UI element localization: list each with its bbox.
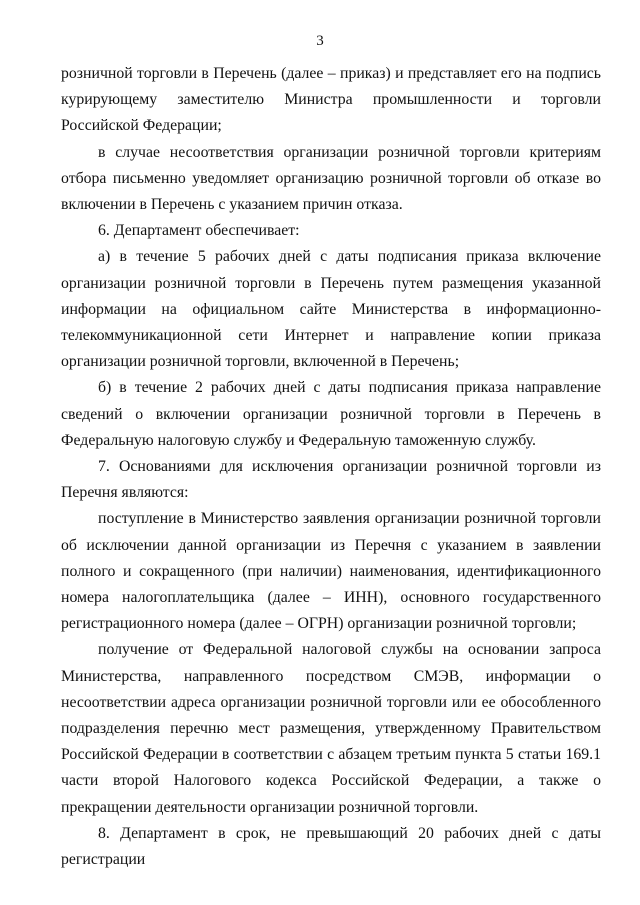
paragraph-item-6: 6. Департамент обеспечивает: [98,222,300,240]
paragraph-refusal-notice: в случае несоответствия организации розничной торговли критериям отбора письменно уведомляет организацию розничной торговли об отказе во включении в Перечень с указанием причин отказа. [61,143,601,214]
paragraph-item-6a: а) в течение 5 рабочих дней с даты подписания приказа включение организации розничной торговли в Перечень путем размещения указанной информации на официальном сайте Министерства в информационно-телекоммуникационной сети Интернет и направление копии приказа организации розничной торговли, включенной в Перечень; [61,248,601,371]
page-number: 3 [316,33,324,49]
paragraph-item-6b: б) в течение 2 рабочих дней с даты подписания приказа направление сведений о включении организации розничной торговли в Перечень в Федеральную налоговую службу и Федеральную таможенную службу. [61,379,601,449]
paragraph-item-7: 7. Основаниями для исключения организации розничной торговли из Перечня являются: [61,458,601,502]
paragraph-exclusion-application: поступление в Министерство заявления организации розничной торговли об исключении данной организации из Перечня с указанием в заявлении полного и сокращенного (при наличии) наименования, идентификационного номера налогоплательщика (далее – ИНН), основного государственного регистрационного номера (далее – ОГРН) организации розничной торговли; [61,510,601,633]
paragraph-item-8: 8. Департамент в срок, не превышающий 20 рабочих дней с даты регистрации [61,824,601,869]
document-body [61,61,601,873]
paragraph-continuation: розничной торговли в Перечень (далее – приказ) и представляет его на подпись курирующему заместителю Министра промышленности и торговли Российской Федерации; [61,65,601,135]
paragraph-exclusion-tax-info: получение от Федеральной налоговой службы на основании запроса Министерства, направленного посредством СМЭВ, информации о несоответствии адреса организации розничной торговли или ее обособленного подразделения перечню мест размещения, утвержденному Правительством Российской Федерации в соответствии с абзацем третьим пункта 5 статьи 169.1 части второй Налогового кодекса Российской Федерации, а также о прекращении деятельности организации розничной торговли. [61,641,601,816]
